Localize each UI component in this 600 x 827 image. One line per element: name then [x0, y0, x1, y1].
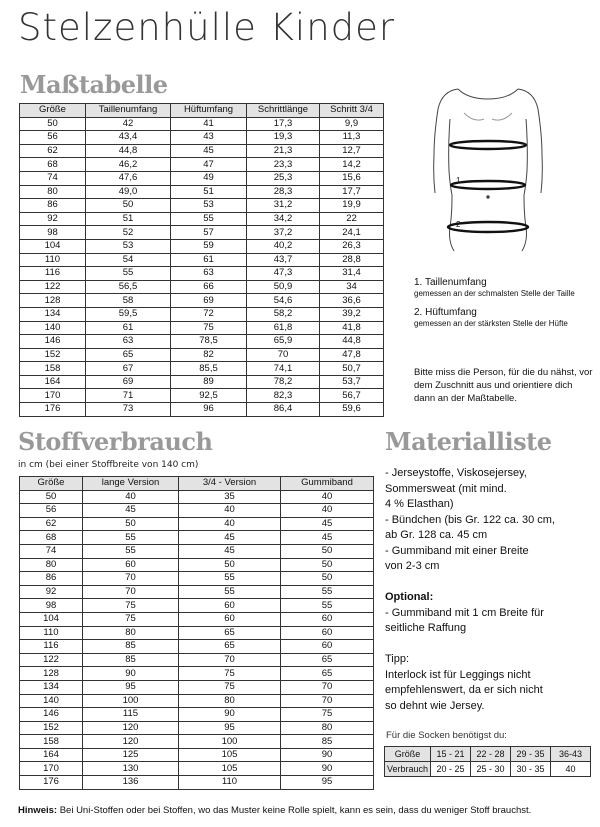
- table-cell: 70: [281, 694, 374, 708]
- footer-text: Bei Uni-Stoffen oder bei Stoffen, wo das Muster keine Rolle spielt, kann es sein, dass du weniger Stoff brauchst.: [57, 805, 532, 816]
- table-cell: 54,6: [247, 294, 320, 308]
- table-cell: 86: [20, 199, 86, 213]
- table-cell: 95: [281, 776, 374, 790]
- table-cell: 80: [20, 185, 86, 199]
- table-cell: 45: [281, 517, 374, 531]
- table-cell: 65: [86, 348, 171, 362]
- table-cell: 110: [179, 776, 281, 790]
- table-cell: 45: [179, 531, 281, 545]
- table-row: [20, 735, 374, 749]
- table-cell: 86,4: [247, 403, 320, 417]
- table-cell: 67: [86, 362, 171, 376]
- table-cell: 65: [179, 640, 281, 654]
- table-cell: 41,8: [320, 321, 384, 335]
- table-cell: 22: [320, 212, 384, 226]
- table-cell: 158: [20, 362, 86, 376]
- table-cell: 59,5: [86, 307, 171, 321]
- table-cell: 56: [20, 504, 83, 518]
- table-cell: 116: [20, 640, 83, 654]
- legend-waist: [414, 277, 575, 298]
- table-cell: 105: [179, 762, 281, 776]
- table-cell: 74: [20, 544, 83, 558]
- table-row: [20, 403, 384, 417]
- table-cell: 11,3: [320, 131, 384, 145]
- table-cell: 75: [281, 708, 374, 722]
- table-row: [20, 572, 374, 586]
- material-line: ab Gr. 128 ca. 45 cm: [385, 529, 488, 541]
- table-row: [20, 585, 374, 599]
- table-cell: 89: [171, 375, 247, 389]
- table-row: [20, 708, 374, 722]
- material-line: Sommersweat (mit mind.: [385, 482, 507, 495]
- table-cell: 68: [20, 531, 83, 545]
- table-cell: 28,8: [320, 253, 384, 267]
- table-cell: 34: [320, 280, 384, 294]
- table-cell: 66: [171, 280, 247, 294]
- table-cell: 70: [179, 653, 281, 667]
- table-cell: 51: [171, 185, 247, 199]
- table-cell: 70: [83, 572, 179, 586]
- table-cell: 110: [20, 626, 83, 640]
- table-cell: 65: [281, 653, 374, 667]
- table-cell: 104: [20, 612, 83, 626]
- table-cell: 120: [83, 721, 179, 735]
- table-cell: 116: [20, 267, 86, 281]
- tip-line: Interlock ist für Leggings nicht: [385, 668, 531, 681]
- table-cell: 164: [20, 375, 86, 389]
- legend-hip: [414, 307, 568, 328]
- optional-line: seitliche Raffung: [385, 622, 467, 634]
- table-cell: 152: [20, 721, 83, 735]
- table-cell: 128: [20, 667, 83, 681]
- table-cell: 70: [281, 680, 374, 694]
- table-cell: 43: [171, 131, 247, 145]
- optional-label: Optional:: [385, 591, 434, 603]
- table-cell: 90: [281, 762, 374, 776]
- table-cell: 31,4: [320, 267, 384, 281]
- table-cell: 65,9: [247, 335, 320, 349]
- table-row: [20, 504, 374, 518]
- table-cell: 55: [83, 544, 179, 558]
- table-cell: 23,3: [247, 158, 320, 172]
- mass-column-header: Taillenumfang: [86, 104, 171, 118]
- table-row: [20, 694, 374, 708]
- tip-line: empfehlenswert, da er sich nicht: [385, 684, 543, 696]
- table-cell: 140: [20, 321, 86, 335]
- table-cell: 51: [86, 212, 171, 226]
- legend-hip-desc: gemessen an der stärksten Stelle der Hüfte: [414, 319, 568, 328]
- table-cell: 47,8: [320, 348, 384, 362]
- table-cell: 40,2: [247, 239, 320, 253]
- table-cell: 37,2: [247, 226, 320, 240]
- table-cell: 65: [281, 667, 374, 681]
- table-cell: 73: [86, 403, 171, 417]
- table-row: [20, 375, 384, 389]
- table-cell: 40: [83, 490, 179, 504]
- table-row: [20, 239, 384, 253]
- table-cell: 47,3: [247, 267, 320, 281]
- table-cell: 71: [86, 389, 171, 403]
- table-row: [20, 212, 384, 226]
- table-cell: 30 - 35: [511, 762, 551, 777]
- mass-column-header: Schritt 3/4: [320, 104, 384, 118]
- table-cell: 40: [281, 504, 374, 518]
- table-cell: 17,7: [320, 185, 384, 199]
- table-cell: 82,3: [247, 389, 320, 403]
- table-cell: 40: [179, 504, 281, 518]
- table-cell: 21,3: [247, 144, 320, 158]
- table-cell: 70: [83, 585, 179, 599]
- table-row: [20, 307, 384, 321]
- table-cell: 52: [86, 226, 171, 240]
- table-cell: 75: [83, 599, 179, 613]
- table-cell: 44,8: [86, 144, 171, 158]
- table-cell: 60: [179, 612, 281, 626]
- table-cell: 9,9: [320, 117, 384, 131]
- table-cell: 55: [86, 267, 171, 281]
- table-cell: 134: [20, 307, 86, 321]
- material-line: - Bündchen (bis Gr. 122 ca. 30 cm,: [385, 513, 555, 526]
- table-row: [20, 185, 384, 199]
- table-cell: 25,3: [247, 171, 320, 185]
- stoff-column-header: lange Version: [83, 477, 179, 491]
- table-cell: 170: [20, 389, 86, 403]
- table-cell: 85: [281, 735, 374, 749]
- table-cell: 28,3: [247, 185, 320, 199]
- legend-waist-title: 1. Taillenumfang: [414, 277, 487, 288]
- table-cell: 35: [179, 490, 281, 504]
- table-cell: 74,1: [247, 362, 320, 376]
- table-row: [20, 144, 384, 158]
- table-cell: 60: [281, 612, 374, 626]
- table-cell: 50: [20, 490, 83, 504]
- table-cell: 75: [179, 680, 281, 694]
- table-cell: 134: [20, 680, 83, 694]
- table-cell: 70: [247, 348, 320, 362]
- table-cell: 128: [20, 294, 86, 308]
- table-cell: 59: [171, 239, 247, 253]
- table-cell: 56,5: [86, 280, 171, 294]
- table-cell: 104: [20, 239, 86, 253]
- table-row: [20, 131, 384, 145]
- table-row: [20, 599, 374, 613]
- table-cell: 45: [171, 144, 247, 158]
- table-row: [20, 653, 374, 667]
- table-cell: 176: [20, 403, 86, 417]
- table-cell: 50: [281, 544, 374, 558]
- marker-1: 1: [456, 176, 461, 185]
- table-row: [20, 626, 374, 640]
- table-row: [20, 517, 374, 531]
- table-cell: 50: [86, 199, 171, 213]
- table-cell: 85: [83, 640, 179, 654]
- table-row: [20, 267, 384, 281]
- table-cell: 60: [83, 558, 179, 572]
- table-cell: 72: [171, 307, 247, 321]
- table-cell: 98: [20, 226, 86, 240]
- page-title: Stelzenhülle Kinder: [18, 6, 396, 49]
- material-line: 4 % Elasthan): [385, 498, 454, 510]
- table-cell: 17,3: [247, 117, 320, 131]
- table-row: [20, 321, 384, 335]
- table-cell: 92,5: [171, 389, 247, 403]
- table-cell: 92: [20, 585, 83, 599]
- table-cell: 100: [83, 694, 179, 708]
- table-row: [20, 226, 384, 240]
- table-cell: 80: [83, 626, 179, 640]
- table-row: [20, 531, 374, 545]
- table-cell: 50: [281, 572, 374, 586]
- table-cell: 55: [171, 212, 247, 226]
- table-cell: 50: [281, 558, 374, 572]
- table-cell: 68: [20, 158, 86, 172]
- table-cell: 60: [281, 626, 374, 640]
- material-list: [385, 466, 595, 714]
- table-row: [20, 721, 374, 735]
- stoff-column-header: Größe: [20, 477, 83, 491]
- table-cell: 55: [281, 585, 374, 599]
- table-cell: 86: [20, 572, 83, 586]
- table-cell: 55: [179, 572, 281, 586]
- table-cell: 47: [171, 158, 247, 172]
- footer-note: [18, 805, 531, 816]
- table-cell: 50: [20, 117, 86, 131]
- table-cell: 140: [20, 694, 83, 708]
- table-cell: 58: [86, 294, 171, 308]
- table-cell: 47,6: [86, 171, 171, 185]
- table-cell: 115: [83, 708, 179, 722]
- table-cell: 61: [171, 253, 247, 267]
- table-cell: 55: [179, 585, 281, 599]
- table-row: [20, 748, 374, 762]
- table-cell: 31,2: [247, 199, 320, 213]
- table-cell: 100: [179, 735, 281, 749]
- table-cell: 63: [86, 335, 171, 349]
- table-cell: 56,7: [320, 389, 384, 403]
- table-cell: 44,8: [320, 335, 384, 349]
- mass-column-header: Größe: [20, 104, 86, 118]
- body-measurement-figure: [418, 75, 558, 255]
- table-cell: 58,2: [247, 307, 320, 321]
- table-row: [20, 544, 374, 558]
- stoff-table: [19, 476, 374, 790]
- table-cell: 170: [20, 762, 83, 776]
- legend-waist-desc: gemessen an der schmalsten Stelle der Taille: [414, 289, 575, 298]
- table-cell: 78,5: [171, 335, 247, 349]
- table-cell: 125: [83, 748, 179, 762]
- table-row: [20, 612, 374, 626]
- table-cell: 57: [171, 226, 247, 240]
- table-row: [20, 117, 384, 131]
- table-cell: 80: [20, 558, 83, 572]
- table-row: [20, 776, 374, 790]
- table-cell: 95: [83, 680, 179, 694]
- table-cell: 90: [179, 708, 281, 722]
- socks-column-header: 29 - 35: [511, 747, 551, 762]
- table-row: [20, 199, 384, 213]
- table-cell: 43,4: [86, 131, 171, 145]
- measure-note: Bitte miss die Person, für die du nähst, vor dem Zuschnitt aus und orientiere dich dann an der Maßtabelle.: [414, 367, 593, 404]
- table-row: [20, 558, 374, 572]
- table-cell: 92: [20, 212, 86, 226]
- table-cell: 36,6: [320, 294, 384, 308]
- footer-label: Hinweis:: [18, 805, 58, 816]
- table-cell: 80: [281, 721, 374, 735]
- table-cell: 176: [20, 776, 83, 790]
- table-row: [20, 389, 384, 403]
- table-cell: 50,9: [247, 280, 320, 294]
- table-row: [20, 667, 374, 681]
- table-row: [20, 362, 384, 376]
- table-cell: 62: [20, 517, 83, 531]
- mass-column-header: Schrittlänge: [247, 104, 320, 118]
- table-cell: 56: [20, 131, 86, 145]
- table-cell: 45: [83, 504, 179, 518]
- stoff-column-header: Gummiband: [281, 477, 374, 491]
- table-row: [20, 294, 384, 308]
- stoff-heading: Stoffverbrauch: [18, 427, 213, 456]
- tip-label: Tipp:: [385, 653, 410, 665]
- table-cell: 122: [20, 280, 86, 294]
- table-cell: 75: [83, 612, 179, 626]
- table-cell: 53: [171, 199, 247, 213]
- table-cell: 152: [20, 348, 86, 362]
- table-row: [20, 253, 384, 267]
- table-cell: 40: [551, 762, 591, 777]
- socks-column-header: 22 - 28: [471, 747, 511, 762]
- table-cell: 41: [171, 117, 247, 131]
- table-cell: 60: [281, 640, 374, 654]
- table-cell: 90: [281, 748, 374, 762]
- table-cell: 53: [86, 239, 171, 253]
- table-cell: 75: [171, 321, 247, 335]
- table-cell: 60: [179, 599, 281, 613]
- table-cell: 82: [171, 348, 247, 362]
- table-cell: 15,6: [320, 171, 384, 185]
- table-cell: 42: [86, 117, 171, 131]
- table-cell: 55: [281, 599, 374, 613]
- table-row: [20, 335, 384, 349]
- material-heading: Materialliste: [385, 427, 552, 456]
- table-cell: 19,9: [320, 199, 384, 213]
- table-cell: 45: [281, 531, 374, 545]
- table-cell: 164: [20, 748, 83, 762]
- table-cell: 69: [171, 294, 247, 308]
- stoff-column-header: 3/4 - Version: [179, 477, 281, 491]
- stoff-subtitle: in cm (bei einer Stoffbreite von 140 cm): [18, 460, 199, 470]
- table-cell: 40: [179, 517, 281, 531]
- tip-line: so dehnt wie Jersey.: [385, 699, 485, 712]
- socks-caption: Für die Socken benötigst du:: [386, 730, 507, 741]
- table-cell: 24,1: [320, 226, 384, 240]
- table-cell: 69: [86, 375, 171, 389]
- table-cell: 43,7: [247, 253, 320, 267]
- material-line: von 2-3 cm: [385, 560, 440, 572]
- table-cell: 96: [171, 403, 247, 417]
- table-cell: 146: [20, 335, 86, 349]
- table-row: [20, 158, 384, 172]
- table-row: [20, 490, 374, 504]
- table-row: [20, 640, 374, 654]
- mass-heading: Maßtabelle: [20, 70, 168, 99]
- table-cell: 90: [83, 667, 179, 681]
- table-cell: 50: [83, 517, 179, 531]
- table-row: [20, 762, 374, 776]
- table-cell: 105: [179, 748, 281, 762]
- material-line: - Gummiband mit einer Breite: [385, 544, 529, 557]
- socks-table: [384, 746, 591, 777]
- table-cell: 61: [86, 321, 171, 335]
- table-cell: 63: [171, 267, 247, 281]
- table-cell: 122: [20, 653, 83, 667]
- mass-column-header: Hüftumfang: [171, 104, 247, 118]
- socks-column-header: 36-43: [551, 747, 591, 762]
- table-cell: 49: [171, 171, 247, 185]
- optional-line: - Gummiband mit 1 cm Breite für: [385, 606, 544, 619]
- table-cell: 85: [83, 653, 179, 667]
- table-cell: 85,5: [171, 362, 247, 376]
- table-cell: 136: [83, 776, 179, 790]
- table-cell: 78,2: [247, 375, 320, 389]
- table-cell: 49,0: [86, 185, 171, 199]
- socks-column-header: Größe: [385, 747, 431, 762]
- table-row: [20, 171, 384, 185]
- table-cell: 62: [20, 144, 86, 158]
- table-cell: 110: [20, 253, 86, 267]
- table-cell: 25 - 30: [471, 762, 511, 777]
- table-cell: 59,6: [320, 403, 384, 417]
- socks-column-header: 15 - 21: [431, 747, 471, 762]
- table-cell: 14,2: [320, 158, 384, 172]
- table-row: [20, 680, 374, 694]
- table-row: [20, 348, 384, 362]
- table-cell: 34,2: [247, 212, 320, 226]
- marker-2: 2: [456, 220, 461, 229]
- table-cell: 50,7: [320, 362, 384, 376]
- table-row: [20, 280, 384, 294]
- table-cell: 75: [179, 667, 281, 681]
- legend-hip-title: 2. Hüftumfang: [414, 307, 477, 318]
- table-cell: 98: [20, 599, 83, 613]
- table-cell: 80: [179, 694, 281, 708]
- table-cell: 65: [179, 626, 281, 640]
- table-cell: 130: [83, 762, 179, 776]
- mass-table: [19, 103, 384, 417]
- table-cell: 158: [20, 735, 83, 749]
- table-cell: 46,2: [86, 158, 171, 172]
- table-cell: 120: [83, 735, 179, 749]
- table-cell: 146: [20, 708, 83, 722]
- table-cell: 40: [281, 490, 374, 504]
- table-cell: 19,3: [247, 131, 320, 145]
- table-cell: 61,8: [247, 321, 320, 335]
- table-cell: 95: [179, 721, 281, 735]
- table-cell: 12,7: [320, 144, 384, 158]
- table-cell: 26,3: [320, 239, 384, 253]
- table-cell: 55: [83, 531, 179, 545]
- table-cell: 54: [86, 253, 171, 267]
- table-cell: 50: [179, 558, 281, 572]
- table-cell: 45: [179, 544, 281, 558]
- table-cell: 74: [20, 171, 86, 185]
- socks-row-header: Verbrauch: [385, 762, 431, 777]
- table-cell: 20 - 25: [431, 762, 471, 777]
- material-line: - Jerseystoffe, Viskosejersey,: [385, 467, 527, 479]
- table-cell: 39,2: [320, 307, 384, 321]
- table-cell: 53,7: [320, 375, 384, 389]
